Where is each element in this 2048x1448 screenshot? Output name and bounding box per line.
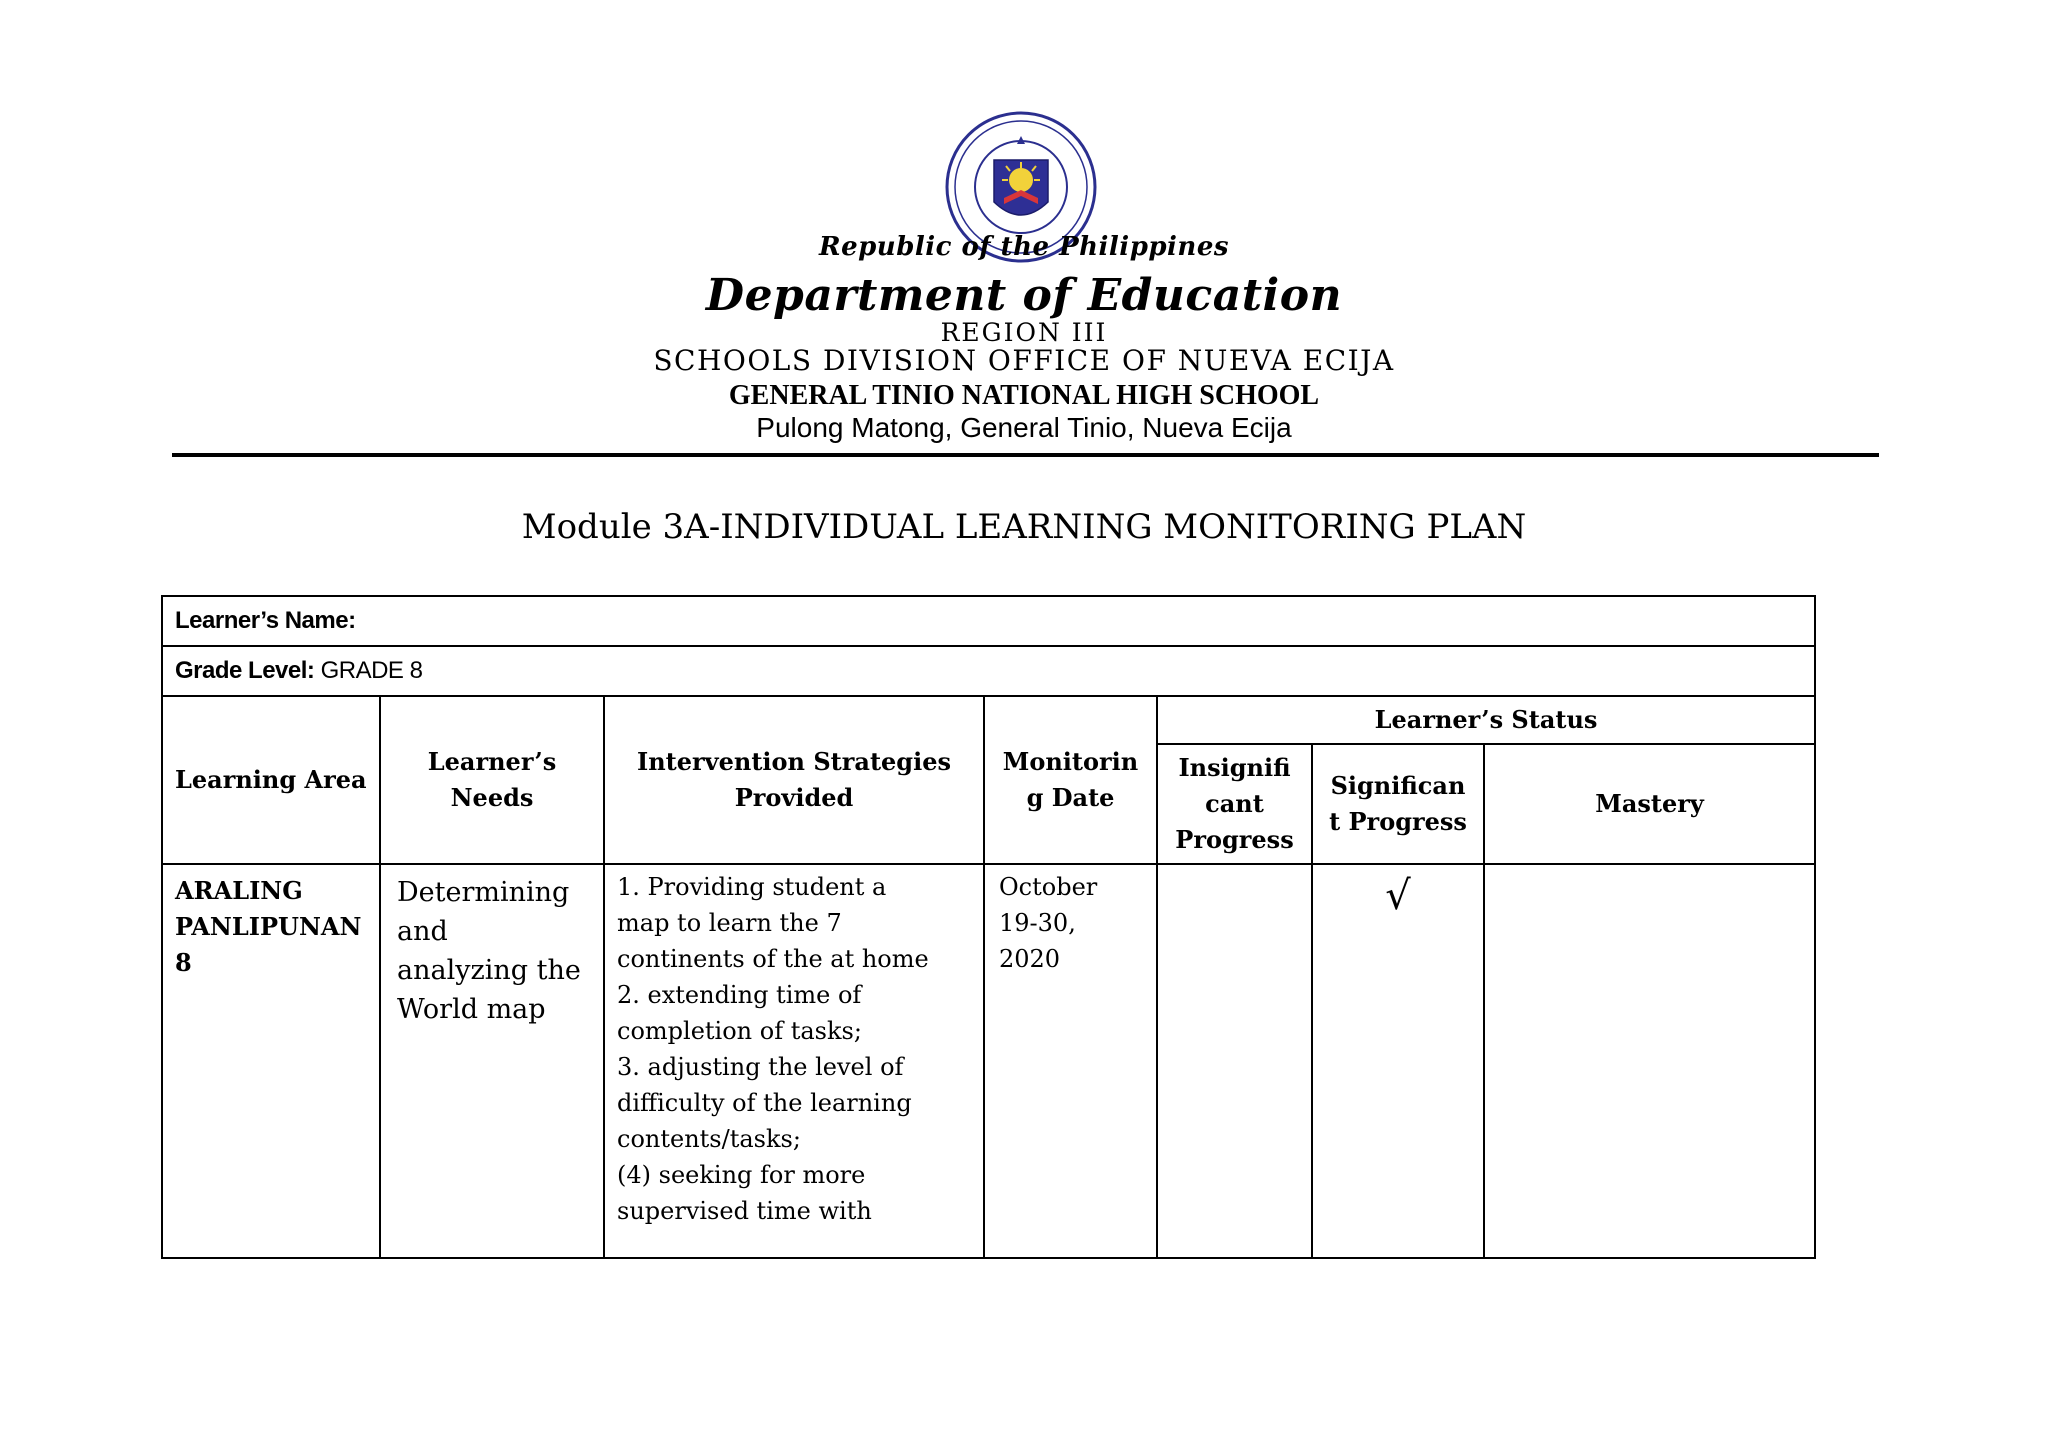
school-address: Pulong Matong, General Tinio, Nueva Ecija xyxy=(756,412,1292,443)
cell-learning-area: ARALING PANLIPUNAN 8 xyxy=(162,864,380,1258)
header-row-1 xyxy=(162,696,1815,744)
republic-heading: Republic of the Philippines xyxy=(818,232,1230,262)
learner-name-label: Learner’s Name: xyxy=(175,607,356,634)
grade-level-value: GRADE 8 xyxy=(320,657,423,684)
grade-level-row xyxy=(162,646,1815,696)
cell-significant-progress xyxy=(1312,864,1484,1258)
header-monitoring-date: Monitorin g Date xyxy=(984,696,1157,864)
table-row xyxy=(162,864,1815,1258)
header-insignificant-progress: Insignifi cant Progress xyxy=(1157,744,1312,864)
department-heading: Department of Education xyxy=(705,270,1343,321)
division-heading: SCHOOLS DIVISION OFFICE OF NUEVA ECIJA xyxy=(653,344,1395,377)
cell-mastery xyxy=(1484,864,1815,1258)
header-learners-status: Learner’s Status xyxy=(1157,696,1815,744)
header-divider xyxy=(172,453,1879,457)
cell-intervention-strategies: 1. Providing student a map to learn the 7 continents of the at home 2. extending time of completion of tasks; 3. adjusting the level of difficulty of the learning contents/tasks; (4) seeking for more supervised time with xyxy=(604,864,984,1258)
grade-level-label: Grade Level: xyxy=(175,657,315,684)
module-title: Module 3A-INDIVIDUAL LEARNING MONITORING PLAN xyxy=(521,507,1527,547)
header-learning-area: Learning Area xyxy=(162,696,380,864)
monitoring-plan-table xyxy=(161,595,1816,1259)
cell-learners-needs: Determining and analyzing the World map xyxy=(380,864,604,1258)
school-name: GENERAL TINIO NATIONAL HIGH SCHOOL xyxy=(728,380,1320,411)
header-significant-progress: Significan t Progress xyxy=(1312,744,1484,864)
header-intervention-strategies: Intervention Strategies Provided xyxy=(604,696,984,864)
cell-monitoring-date: October 19-30, 2020 xyxy=(984,864,1157,1258)
header-learners-needs: Learner’s Needs xyxy=(380,696,604,864)
cell-insignificant-progress xyxy=(1157,864,1312,1258)
region-heading: REGION III xyxy=(940,318,1108,347)
checkmark-icon: √ xyxy=(1385,873,1411,919)
learner-name-row xyxy=(162,596,1815,646)
header-mastery: Mastery xyxy=(1484,744,1815,864)
